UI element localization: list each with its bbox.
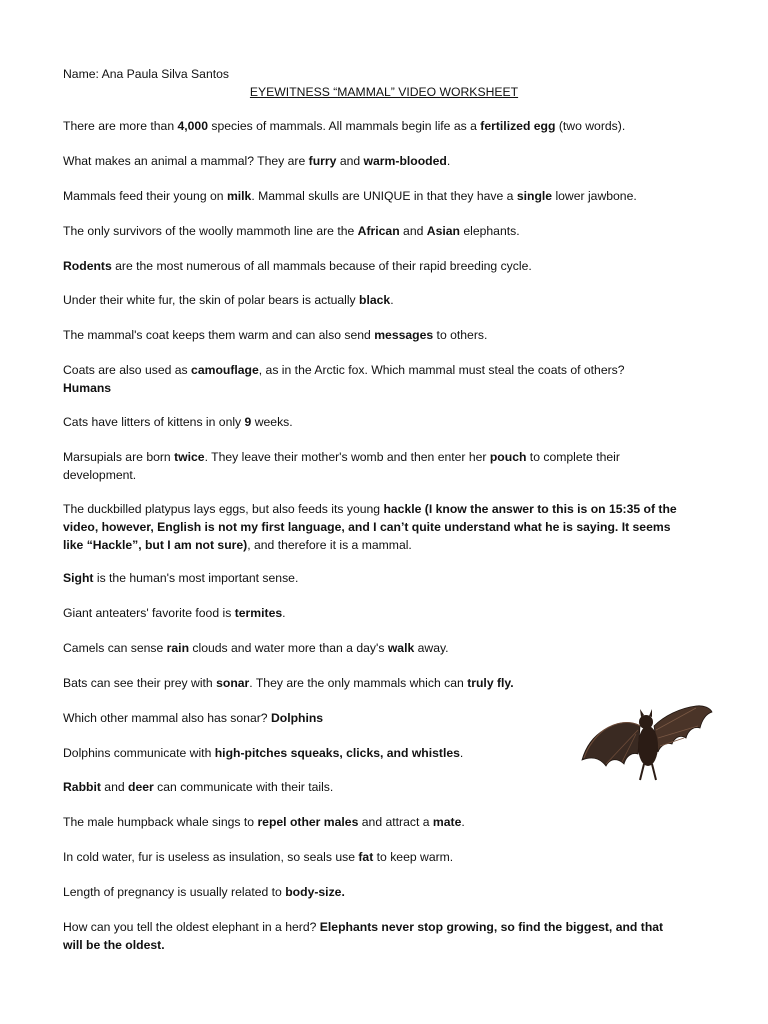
question-text: is the human's most important sense. — [93, 571, 299, 585]
question-line — [63, 413, 683, 431]
question-text: Which other mammal also has sonar? — [63, 711, 271, 725]
answer-text: sonar — [216, 676, 250, 690]
answer-text: warm-blooded — [363, 154, 447, 168]
question-line — [63, 569, 683, 587]
question-line — [63, 152, 683, 170]
question-text: weeks. — [251, 415, 293, 429]
question-text: . — [461, 815, 465, 829]
question-text: and attract a — [358, 815, 433, 829]
page-title: EYEWITNESS “MAMMAL” VIDEO WORKSHEET — [249, 85, 519, 99]
question-text: There are more than — [63, 119, 178, 133]
question-text: , as in the Arctic fox. Which mammal must steal the coats of others? — [258, 363, 625, 377]
answer-text: walk — [387, 641, 415, 655]
question-line — [63, 604, 683, 622]
question-line — [63, 674, 683, 692]
answer-text: single — [516, 189, 553, 203]
question-line — [63, 291, 683, 309]
question-text: Under their white fur, the skin of polar bears is actually — [63, 293, 360, 307]
answer-text: furry — [308, 154, 337, 168]
question-text: . — [390, 293, 394, 307]
question-line — [63, 918, 683, 954]
question-text: and — [336, 154, 364, 168]
answer-text: truly fly. — [467, 676, 514, 690]
question-line — [63, 361, 683, 397]
question-text: In cold water, fur is useless as insulation, so seals use — [63, 850, 359, 864]
answer-text: repel other males — [257, 815, 359, 829]
question-line — [63, 117, 683, 135]
question-text: to complete their development. — [63, 450, 620, 482]
answer-text: 4,000 — [177, 119, 208, 133]
question-line — [63, 500, 683, 554]
question-text: elephants. — [459, 224, 520, 238]
question-text: . — [282, 606, 286, 620]
answer-text: twice — [174, 450, 205, 464]
question-line — [63, 448, 683, 484]
answer-text: pouch — [489, 450, 527, 464]
answer-text: milk — [226, 189, 252, 203]
question-line — [63, 187, 683, 205]
answer-text: 9 — [244, 415, 252, 429]
answer-text: deer — [128, 780, 154, 794]
question-text: . — [446, 154, 451, 168]
question-text: Giant anteaters' favorite food is — [63, 606, 235, 620]
question-text: and — [100, 780, 129, 794]
answer-text: mate — [432, 815, 462, 829]
question-text: lower jawbone. — [552, 189, 637, 203]
question-line — [63, 848, 683, 866]
answer-text: high-pitches squeaks, clicks, and whistles — [214, 746, 460, 760]
question-text: (two words). — [555, 119, 626, 133]
answer-text: Rabbit — [63, 780, 101, 794]
question-text: What makes an animal a mammal? They are — [63, 154, 309, 168]
question-text: Cats have litters of kittens in only — [63, 415, 245, 429]
question-line — [63, 257, 683, 275]
question-line — [63, 813, 683, 831]
question-text: . — [459, 746, 464, 760]
question-text: Camels can sense — [63, 641, 167, 655]
question-text: How can you tell the oldest elephant in a herd? — [63, 920, 320, 934]
question-text: The male humpback whale sings to — [63, 815, 258, 829]
question-text: . Mammal skulls are UNIQUE in that they have a — [251, 189, 517, 203]
question-text: clouds and water more than a day's — [189, 641, 388, 655]
answer-text: Dolphins — [270, 711, 324, 725]
answer-text: Rodents — [63, 259, 112, 273]
answer-text: Elephants never stop growing, so find the biggest, and that will be the oldest. — [63, 920, 664, 952]
question-text: Marsupials are born — [63, 450, 175, 464]
answer-text: black — [359, 293, 391, 307]
question-text: . They leave their mother's womb and then enter her — [204, 450, 490, 464]
question-text: can communicate with their tails. — [153, 780, 334, 794]
question-line — [63, 222, 683, 240]
question-line — [63, 883, 683, 901]
question-text: The duckbilled platypus lays eggs, but also feeds its young — [63, 502, 384, 516]
bat-icon — [578, 700, 714, 786]
question-text: Bats can see their prey with — [63, 676, 217, 690]
answer-text: body-size. — [285, 885, 345, 899]
answer-text: rain — [166, 641, 190, 655]
answer-text: camouflage — [191, 363, 259, 377]
question-text: The only survivors of the woolly mammoth line are the — [63, 224, 358, 238]
answer-text: Asian — [426, 224, 460, 238]
question-text: to others. — [433, 328, 488, 342]
question-text: Dolphins communicate with — [63, 746, 215, 760]
question-text: species of mammals. All mammals begin life as a — [207, 119, 481, 133]
student-name: Name: Ana Paula Silva Santos — [63, 67, 229, 81]
question-line — [63, 639, 683, 657]
answer-text: fertilized egg — [480, 119, 556, 133]
question-text: , and therefore it is a mammal. — [247, 538, 412, 552]
answer-text: Sight — [63, 571, 94, 585]
question-text: away. — [414, 641, 449, 655]
question-text: Length of pregnancy is usually related to — [63, 885, 286, 899]
question-text: are the most numerous of all mammals because of their rapid breeding cycle. — [111, 259, 532, 273]
question-text: . They are the only mammals which can — [249, 676, 468, 690]
question-text: Coats are also used as — [63, 363, 192, 377]
question-text: and — [399, 224, 427, 238]
answer-text: fat — [358, 850, 374, 864]
question-text: The mammal's coat keeps them warm and can also send — [63, 328, 375, 342]
answer-text: messages — [374, 328, 434, 342]
question-text: to keep warm. — [373, 850, 454, 864]
answer-text: Humans — [63, 381, 112, 395]
question-line — [63, 326, 683, 344]
answer-text: hackle (I know the answer to this is on 15:35 of the video, however, English is not my first language, and I can’t quite understand what he is saying. It seems like “Hackle”, but I am not sure) — [63, 502, 677, 552]
answer-text: African — [357, 224, 400, 238]
question-text: Mammals feed their young on — [63, 189, 227, 203]
answer-text: termites — [234, 606, 283, 620]
